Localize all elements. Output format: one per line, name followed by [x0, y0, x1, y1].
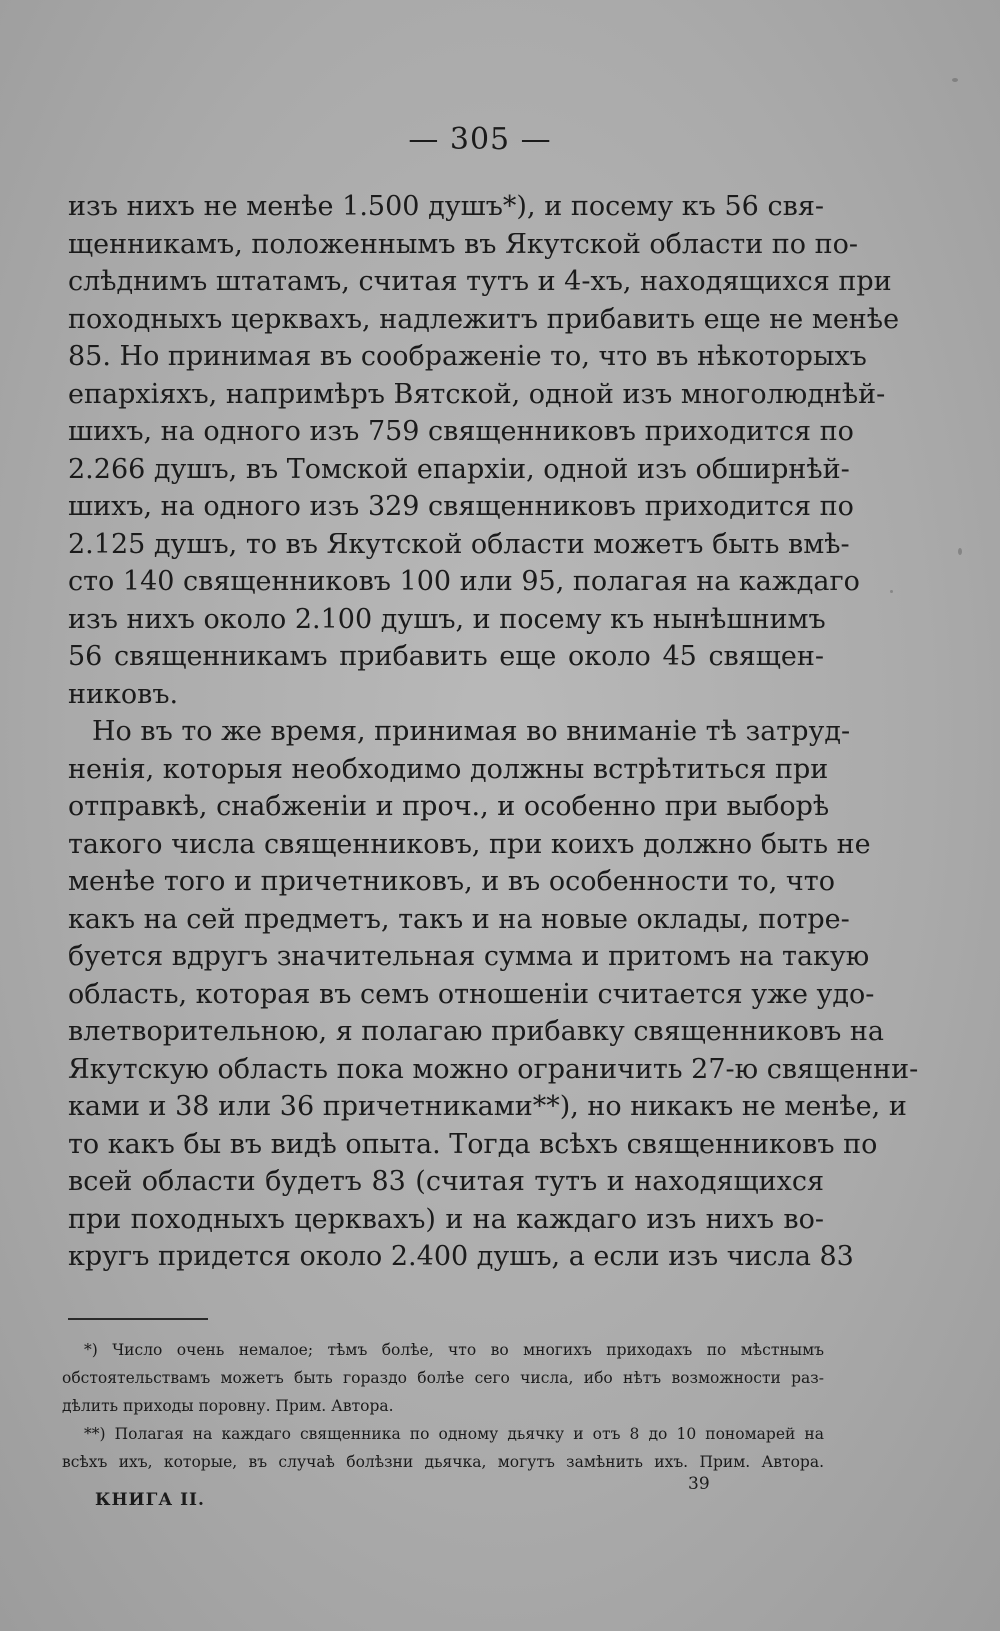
sheet-number: 39	[688, 1474, 710, 1494]
footnote-line: всѣхъ ихъ, которые, въ случаѣ болѣзни дьячка, могутъ замѣнить ихъ. Прим. Автора.	[62, 1453, 824, 1471]
text-line: щенникамъ, положеннымъ въ Якутской области по по-	[68, 228, 859, 260]
footnote-line: *) Число очень немалое; тѣмъ болѣе, что во многихъ приходахъ по мѣстнымъ	[84, 1341, 824, 1359]
footnote-divider	[68, 1318, 208, 1320]
ink-speck	[958, 548, 962, 555]
text-line: буется вдругъ значительная сумма и притомъ на такую	[68, 941, 870, 972]
text-line: никовъ.	[68, 678, 179, 710]
page-number: — 305 —	[408, 122, 552, 157]
footnote-line: обстоятельствамъ можетъ быть гораздо болѣе сего числа, ибо нѣтъ возможности раз-	[62, 1369, 824, 1387]
text-line: влетворительною, я полагаю прибавку священниковъ на	[68, 1016, 884, 1047]
text-line: такого числа священниковъ, при коихъ должно быть не	[68, 828, 871, 860]
text-line: изъ нихъ около 2.100 душъ, и посему къ нынѣшнимъ	[68, 603, 826, 635]
footnote-line: **) Полагая на каждаго священника по одному дьячку и отъ 8 до 10 пономарей на	[84, 1425, 824, 1443]
book-signature: КНИГА II.	[95, 1490, 205, 1510]
text-line: ками и 38 или 36 причетниками**), но никакъ не менѣе, и	[68, 1091, 907, 1122]
text-line: всей области будетъ 83 (считая тутъ и находящихся	[68, 1166, 824, 1197]
text-line: кругъ придется около 2.400 душъ, а если изъ числа 83	[68, 1241, 854, 1272]
paragraph-start-line: Но въ то же время, принимая во вниманіе тѣ затруд-	[92, 716, 851, 747]
ink-speck	[890, 590, 893, 593]
text-line: ненія, которыя необходимо должны встрѣтиться при	[68, 753, 829, 785]
main-text	[68, 188, 919, 1276]
text-line: менѣе того и причетниковъ, и въ особенности то, что	[68, 866, 835, 897]
text-line: 56 священникамъ прибавить еще около 45 священ-	[68, 641, 824, 672]
text-line: походныхъ церквахъ, надлежитъ прибавить еще не менѣе	[68, 303, 900, 335]
text-line: Якутскую область пока можно ограничить 27-ю священни-	[68, 1053, 919, 1085]
text-line: область, которая въ семъ отношеніи считается уже удо-	[68, 978, 875, 1010]
text-line: шихъ, на одного изъ 329 священниковъ приходится по	[68, 491, 854, 522]
text-line: 2.266 душъ, въ Томской епархіи, одной изъ обширнѣй-	[68, 453, 850, 485]
text-line: при походныхъ церквахъ) и на каждаго изъ нихъ во-	[68, 1203, 824, 1235]
text-line: шихъ, на одного изъ 759 священниковъ приходится по	[68, 416, 854, 447]
text-line: 85. Но принимая въ соображеніе то, что въ нѣкоторыхъ	[68, 341, 867, 372]
text-line: 2.125 душъ, то въ Якутской области можетъ быть вмѣ-	[68, 528, 850, 560]
text-line: сто 140 священниковъ 100 или 95, полагая на каждаго	[68, 566, 860, 597]
footnotes	[62, 1336, 824, 1476]
text-line: какъ на сей предметъ, такъ и на новые оклады, потре-	[68, 903, 850, 935]
text-line: отправкѣ, снабженіи и проч., и особенно при выборѣ	[68, 791, 830, 822]
text-line: епархіяхъ, напримѣръ Вятской, одной изъ многолюднѣй-	[68, 378, 886, 410]
text-line: слѣднимъ штатамъ, считая тутъ и 4-хъ, находящихся при	[68, 266, 892, 297]
text-line: то какъ бы въ видѣ опыта. Тогда всѣхъ священниковъ по	[68, 1128, 878, 1160]
ink-speck	[952, 78, 958, 82]
text-line: изъ нихъ не менѣе 1.500 душъ*), и посему къ 56 свя-	[68, 191, 824, 222]
footnote-line: дѣлить приходы поровну. Прим. Автора.	[62, 1397, 394, 1415]
